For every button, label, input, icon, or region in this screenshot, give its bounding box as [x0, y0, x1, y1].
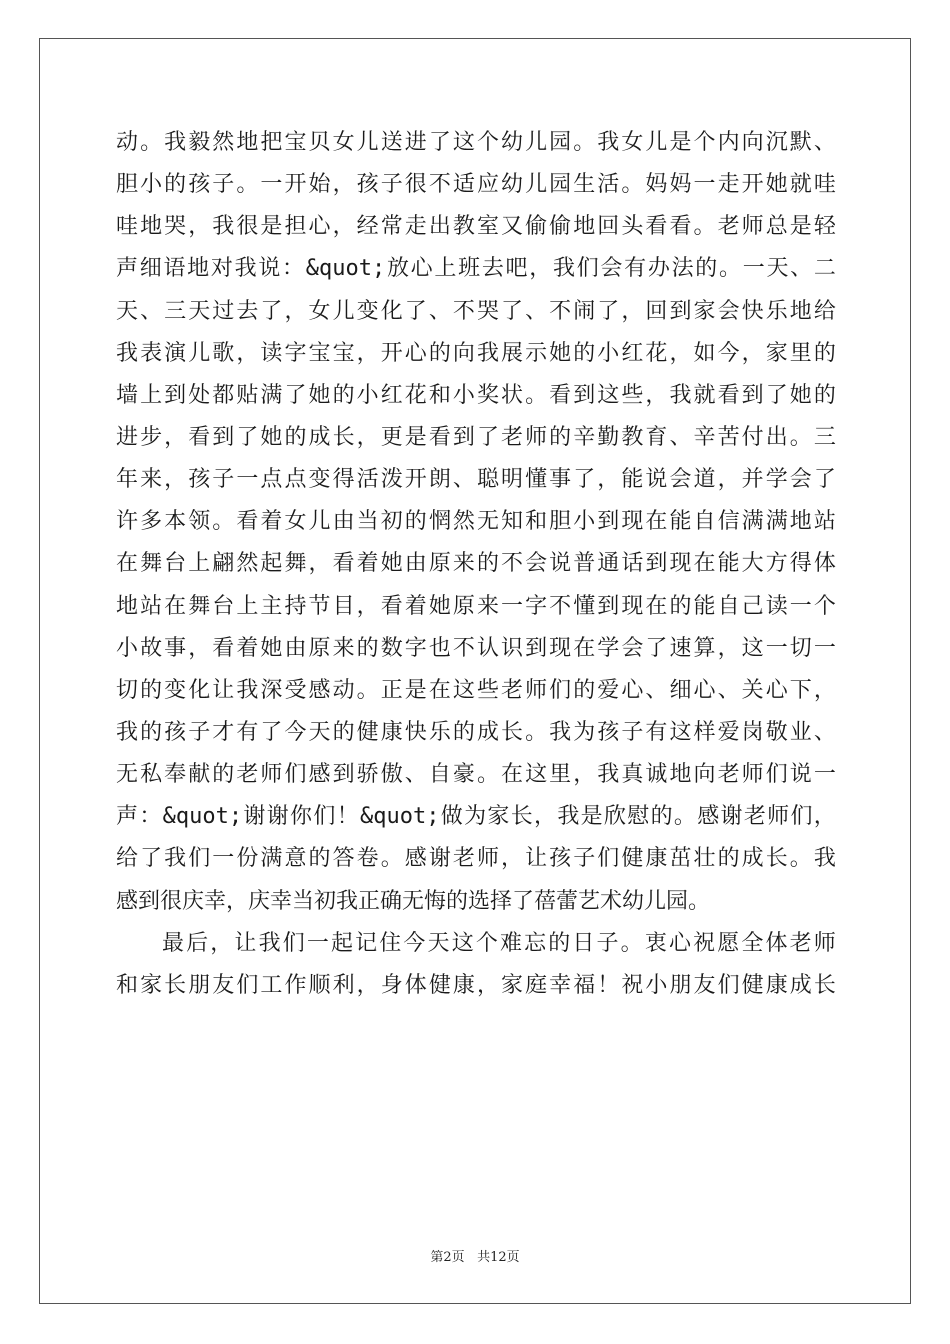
- text-line: 我 的 孩 子 才 有 了 今 天 的 健 康 快 乐 的 成 长 。 我 为 孩 子 有 这 样 爱 岗 敬 业 、: [116, 719, 836, 745]
- text-line: 给 了 我 们 一 份 满 意 的 答 卷 。 感 谢 老 师 ， 让 孩 子 们 健 康 茁 壮 的 成 长 。 我: [116, 846, 836, 872]
- document-body: [116, 122, 836, 1007]
- text-line: 年 来 ， 孩 子 一 点 点 变 得 活 泼 开 朗 、 聪 明 懂 事 了 ， 能 说 会 道 ， 并 学 会 了: [116, 467, 836, 493]
- page-footer: [0, 1246, 950, 1265]
- page-total: 共12页: [477, 1250, 520, 1265]
- text-line: 进 步 ， 看 到 了 她 的 成 长 ， 更 是 看 到 了 老 师 的 辛 勤 教 育 、 辛 苦 付 出 。 三: [116, 424, 836, 450]
- text-line: 感到很庆幸，庆幸当初我正确无悔的选择了蓓蕾艺术幼儿园。: [116, 888, 711, 914]
- text-line: 墙 上 到 处 都 贴 满 了 她 的 小 红 花 和 小 奖 状 。 看 到 这 些 ， 我 就 看 到 了 她 的: [116, 382, 836, 408]
- text-line: 切 的 变 化 让 我 深 受 感 动 。 正 是 在 这 些 老 师 们 的 爱 心 、 细 心 、 关 心 下 ，: [116, 677, 836, 703]
- text-line: 声 ： &quot; 谢 谢 你 们 ！ &quot; 做 为 家 长 ， 我 是 欣 慰 的 。 感 谢 老 师 们 ，: [116, 804, 836, 830]
- text-line: 在 舞 台 上 翩 然 起 舞 ， 看 着 她 由 原 来 的 不 会 说 普 通 话 到 现 在 能 大 方 得 体: [116, 551, 836, 577]
- page-number: 第2页: [430, 1250, 465, 1265]
- text-line: 天 、 三 天 过 去 了 ， 女 儿 变 化 了 、 不 哭 了 、 不 闹 了 ， 回 到 家 会 快 乐 地 给: [116, 298, 836, 324]
- text-line: 声 细 语 地 对 我 说 ： &quot; 放 心 上 班 去 吧 ， 我 们 会 有 办 法 的 。 一 天 、 二: [116, 256, 836, 282]
- text-line: 我 表 演 儿 歌 ， 读 字 宝 宝 ， 开 心 的 向 我 展 示 她 的 小 红 花 ， 如 今 ， 家 里 的: [116, 340, 836, 366]
- text-line: 哇 地 哭 ， 我 很 是 担 心 ， 经 常 走 出 教 室 又 偷 偷 地 回 头 看 看 。 老 师 总 是 轻: [116, 214, 836, 240]
- text-line: 小 故 事 ， 看 着 她 由 原 来 的 数 字 也 不 认 识 到 现 在 学 会 了 速 算 ， 这 一 切 一: [116, 635, 836, 661]
- text-line: 和 家 长 朋 友 们 工 作 顺 利 ， 身 体 健 康 ， 家 庭 幸 福 ！ 祝 小 朋 友 们 健 康 成 长: [116, 972, 836, 998]
- text-line: 无 私 奉 献 的 老 师 们 感 到 骄 傲 、 自 豪 。 在 这 里 ， 我 真 诚 地 向 老 师 们 说 一: [116, 762, 836, 788]
- text-line: 许 多 本 领 。 看 着 女 儿 由 当 初 的 惘 然 无 知 和 胆 小 到 现 在 能 自 信 满 满 地 站: [116, 509, 836, 535]
- text-line: 最 后 ， 让 我 们 一 起 记 住 今 天 这 个 难 忘 的 日 子 。 衷 心 祝 愿 全 体 老 师: [162, 930, 836, 956]
- text-line: 动 。 我 毅 然 地 把 宝 贝 女 儿 送 进 了 这 个 幼 儿 园 。 我 女 儿 是 个 内 向 沉 默 、: [116, 130, 836, 155]
- text-line: 地 站 在 舞 台 上 主 持 节 目 ， 看 着 她 原 来 一 字 不 懂 到 现 在 的 能 自 己 读 一 个: [116, 593, 836, 619]
- text-line: 胆 小 的 孩 子 。 一 开 始 ， 孩 子 很 不 适 应 幼 儿 园 生 活 。 妈 妈 一 走 开 她 就 哇: [116, 172, 836, 198]
